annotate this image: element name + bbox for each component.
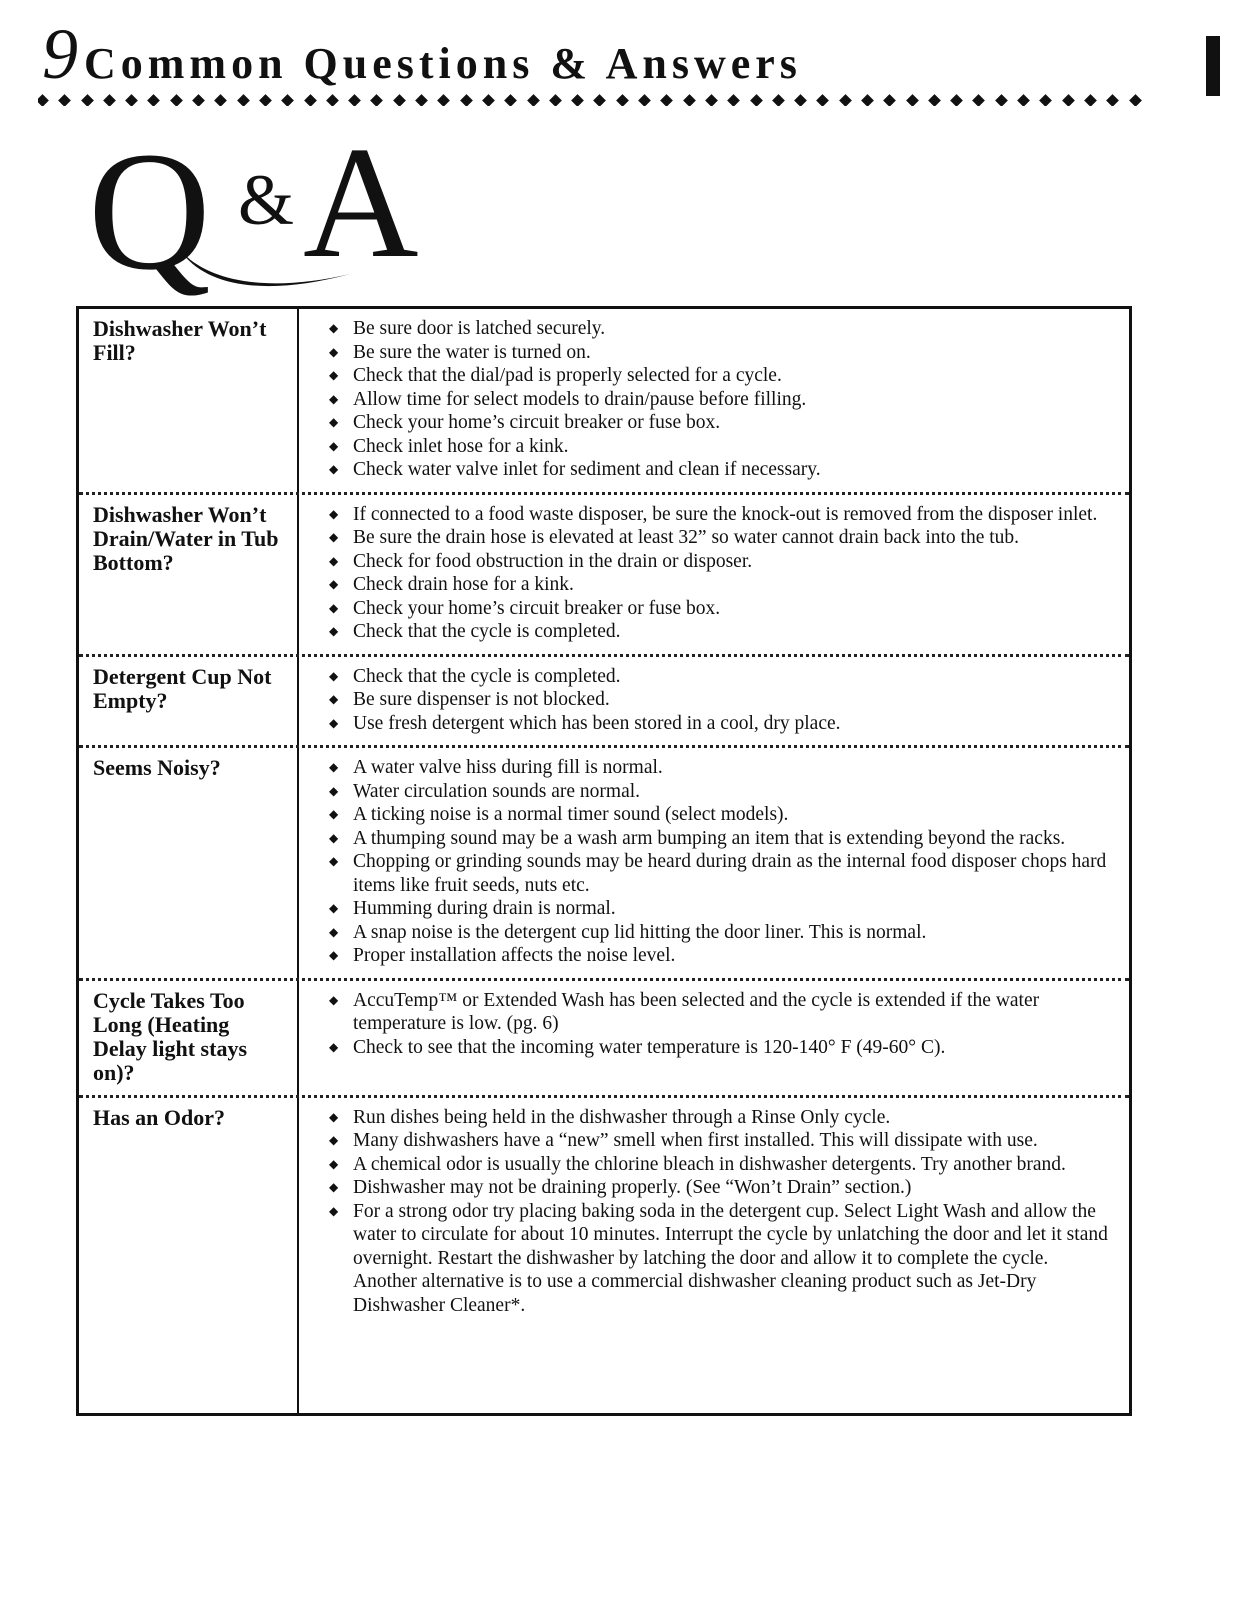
answer-item: ◆ Check that the cycle is completed. — [329, 665, 1109, 689]
diamond-glyph — [103, 94, 116, 106]
answer-item: ◆ A ticking noise is a normal timer sound (select models). — [329, 803, 1109, 827]
diamond-glyph — [58, 94, 71, 106]
answer-item: ◆ Run dishes being held in the dishwasher through a Rinse Only cycle. — [329, 1106, 1109, 1130]
faq-row — [79, 495, 1129, 657]
faq-question: Cycle Takes Too Long (Heating Delay light stays on)? — [79, 981, 299, 1095]
page-number: 9 — [42, 14, 78, 94]
faq-question: Has an Odor? — [79, 1098, 299, 1414]
answer-list — [329, 503, 1109, 644]
diamond-glyph — [527, 94, 540, 106]
page-header — [40, 14, 1220, 94]
faq-answers — [299, 657, 1129, 746]
faq-row — [79, 981, 1129, 1098]
answer-item: ◆ Check to see that the incoming water temperature is 120-140° F (49-60° C). — [329, 1036, 1109, 1060]
logo-ampersand: & — [238, 160, 295, 240]
diamond-glyph — [237, 94, 250, 106]
faq-question: Detergent Cup Not Empty? — [79, 657, 299, 746]
logo-q: Q — [88, 128, 211, 298]
faq-row — [79, 748, 1129, 981]
diamond-divider — [38, 92, 1174, 106]
answer-item: ◆ A chemical odor is usually the chlorine bleach in dishwasher detergents. Try another brand. — [329, 1153, 1109, 1177]
faq-question: Seems Noisy? — [79, 748, 299, 978]
diamond-glyph — [817, 94, 830, 106]
faq-answers — [299, 748, 1129, 978]
answer-item: ◆ Check that the dial/pad is properly selected for a cycle. — [329, 364, 1109, 388]
diamond-glyph — [170, 94, 183, 106]
diamond-glyph — [950, 94, 963, 106]
diamond-glyph — [660, 94, 673, 106]
answer-list — [329, 1106, 1109, 1318]
diamond-glyph — [1084, 94, 1097, 106]
faq-table — [76, 306, 1132, 1416]
diamond-glyph — [415, 94, 428, 106]
answer-item: ◆ Check your home’s circuit breaker or fuse box. — [329, 597, 1109, 621]
diamond-glyph — [772, 94, 785, 106]
diamond-glyph — [348, 94, 361, 106]
answer-item: ◆ Check water valve inlet for sediment and clean if necessary. — [329, 458, 1109, 482]
diamond-glyph — [259, 94, 272, 106]
answer-list — [329, 756, 1109, 968]
diamond-glyph — [1129, 94, 1142, 106]
diamond-glyph — [683, 94, 696, 106]
diamond-glyph — [839, 94, 852, 106]
answer-item: ◆ A water valve hiss during fill is normal. — [329, 756, 1109, 780]
diamond-glyph — [371, 94, 384, 106]
answer-list — [329, 989, 1109, 1060]
answer-item: ◆ Be sure the water is turned on. — [329, 341, 1109, 365]
diamond-glyph — [1017, 94, 1030, 106]
answer-list — [329, 317, 1109, 482]
diamond-glyph — [973, 94, 986, 106]
answer-item: ◆ Allow time for select models to drain/pause before filling. — [329, 388, 1109, 412]
diamond-glyph — [883, 94, 896, 106]
diamond-glyph — [705, 94, 718, 106]
answer-item: ◆ Humming during drain is normal. — [329, 897, 1109, 921]
diamond-glyph — [638, 94, 651, 106]
answer-item: ◆ Many dishwashers have a “new” smell when first installed. This will dissipate with use. — [329, 1129, 1109, 1153]
diamond-glyph — [571, 94, 584, 106]
answer-list — [329, 665, 1109, 736]
diamond-glyph — [1039, 94, 1052, 106]
section-tab-marker — [1206, 36, 1220, 96]
faq-answers — [299, 1098, 1129, 1414]
diamond-glyph — [215, 94, 228, 106]
diamond-glyph — [326, 94, 339, 106]
diamond-glyph — [1106, 94, 1119, 106]
faq-answers — [299, 495, 1129, 654]
answer-item: ◆ Check that the cycle is completed. — [329, 620, 1109, 644]
page-title: Common Questions & Answers — [84, 39, 802, 88]
answer-item: ◆ Use fresh detergent which has been stored in a cool, dry place. — [329, 712, 1109, 736]
answer-item: ◆ If connected to a food waste disposer, be sure the knock-out is removed from the disposer inlet. — [329, 503, 1109, 527]
diamond-glyph — [594, 94, 607, 106]
logo-a: A — [303, 128, 419, 291]
answer-item: ◆ Chopping or grinding sounds may be heard during drain as the internal food disposer chops hard items like fruit seeds, nuts etc. — [329, 850, 1109, 897]
answer-item: ◆ Check your home’s circuit breaker or fuse box. — [329, 411, 1109, 435]
answer-item: ◆ Check inlet hose for a kink. — [329, 435, 1109, 459]
diamond-glyph — [437, 94, 450, 106]
diamond-glyph — [906, 94, 919, 106]
diamond-glyph — [81, 94, 94, 106]
diamond-glyph — [393, 94, 406, 106]
diamond-glyph — [192, 94, 205, 106]
faq-answers — [299, 309, 1129, 492]
answer-item: ◆ Check drain hose for a kink. — [329, 573, 1109, 597]
diamond-glyph — [616, 94, 629, 106]
diamond-glyph — [504, 94, 517, 106]
diamond-glyph — [304, 94, 317, 106]
diamond-glyph — [549, 94, 562, 106]
answer-item: ◆ A snap noise is the detergent cup lid hitting the door liner. This is normal. — [329, 921, 1109, 945]
diamond-glyph — [750, 94, 763, 106]
answer-item: ◆ Dishwasher may not be draining properly. (See “Won’t Drain” section.) — [329, 1176, 1109, 1200]
faq-question: Dishwasher Won’t Fill? — [79, 309, 299, 492]
faq-question: Dishwasher Won’t Drain/Water in Tub Bottom? — [79, 495, 299, 654]
diamond-glyph — [1062, 94, 1075, 106]
answer-item: ◆ Be sure dispenser is not blocked. — [329, 688, 1109, 712]
diamond-glyph — [861, 94, 874, 106]
answer-item: ◆ Be sure door is latched securely. — [329, 317, 1109, 341]
diamond-glyph — [148, 94, 161, 106]
diamond-glyph — [995, 94, 1008, 106]
answer-item: ◆ For a strong odor try placing baking soda in the detergent cup. Select Light Wash and allow the water to circulate for about 10 minutes. Interrupt the cycle by unlatching the door and let it stand overnight. Restart the dishwasher by latching the door and allow it to complete the cycle. Another alternative is to use a commercial dishwasher cleaning product such as Jet-Dry Dishwasher Cleaner*. — [329, 1200, 1109, 1318]
answer-item: ◆ Water circulation sounds are normal. — [329, 780, 1109, 804]
faq-row — [79, 1098, 1129, 1414]
diamond-glyph — [125, 94, 138, 106]
answer-item: ◆ AccuTemp™ or Extended Wash has been selected and the cycle is extended if the water temperature is low. (pg. 6) — [329, 989, 1109, 1036]
diamond-glyph — [281, 94, 294, 106]
diamond-glyph — [38, 94, 49, 106]
diamond-glyph — [727, 94, 740, 106]
diamond-glyph — [794, 94, 807, 106]
answer-item: ◆ Be sure the drain hose is elevated at least 32” so water cannot drain back into the tub. — [329, 526, 1109, 550]
faq-answers — [299, 981, 1129, 1095]
faq-row — [79, 657, 1129, 749]
answer-item: ◆ Check for food obstruction in the drain or disposer. — [329, 550, 1109, 574]
qa-logo — [88, 128, 468, 298]
diamond-glyph — [482, 94, 495, 106]
faq-row — [79, 309, 1129, 495]
diamond-glyph — [928, 94, 941, 106]
diamond-glyph — [460, 94, 473, 106]
answer-item: ◆ Proper installation affects the noise level. — [329, 944, 1109, 968]
answer-item: ◆ A thumping sound may be a wash arm bumping an item that is extending beyond the racks. — [329, 827, 1109, 851]
